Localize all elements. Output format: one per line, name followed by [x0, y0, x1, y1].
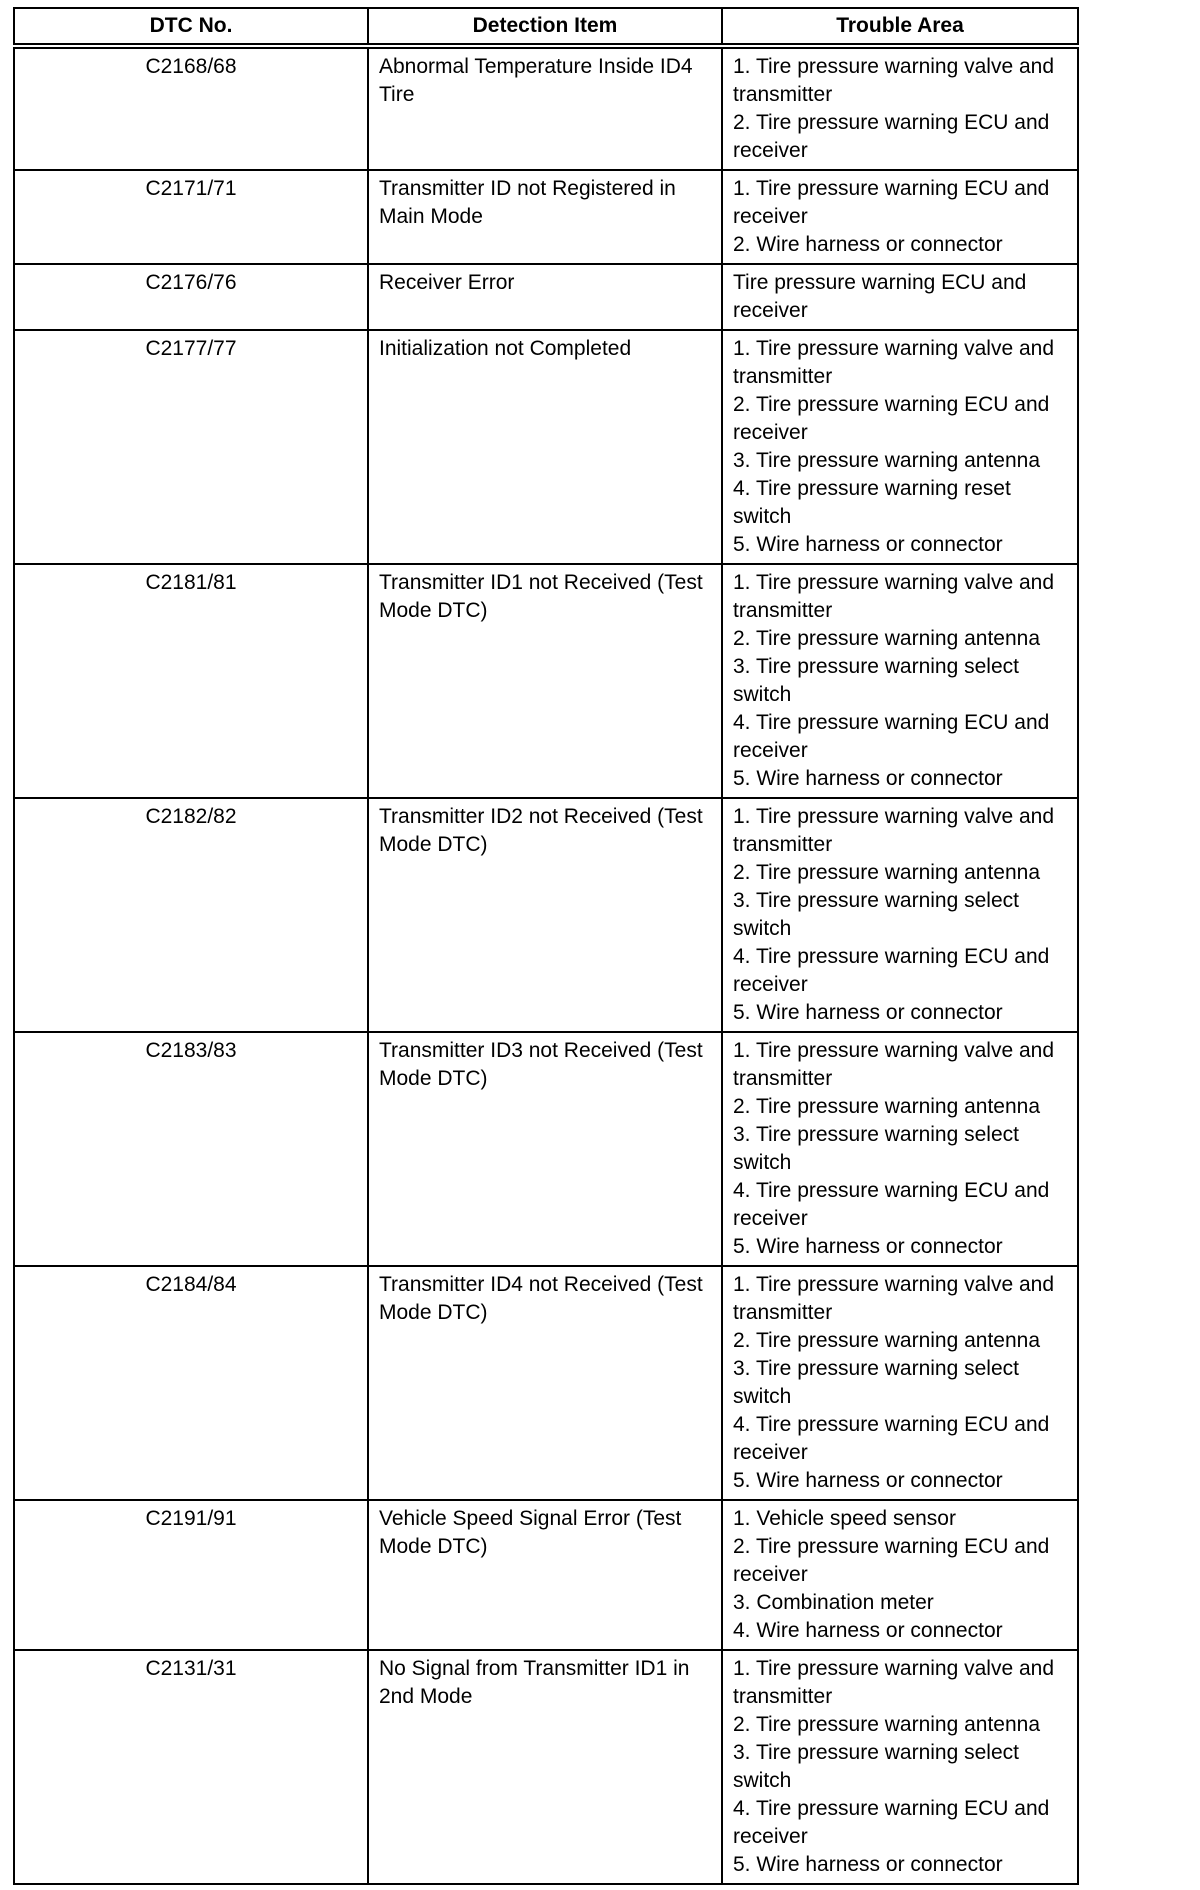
trouble-area-line: 1. Tire pressure warning valve and transmitter — [733, 1657, 1054, 1708]
trouble-area-line: 1. Tire pressure warning valve and transmitter — [733, 1273, 1054, 1324]
trouble-area-line: 4. Tire pressure warning ECU and receiver — [733, 1797, 1050, 1848]
trouble-area-line: 5. Wire harness or connector — [733, 1235, 1003, 1258]
table-row — [14, 1266, 1078, 1500]
trouble-area-line: 2. Wire harness or connector — [733, 233, 1003, 256]
trouble-area-cell — [722, 1500, 1078, 1650]
trouble-area-cell — [722, 1032, 1078, 1266]
dtc-code-cell: C2171/71 — [14, 170, 368, 264]
detection-item-cell: Transmitter ID1 not Received (Test Mode DTC) — [368, 564, 722, 798]
dtc-code-cell: C2181/81 — [14, 564, 368, 798]
trouble-area-line: 2. Tire pressure warning antenna — [733, 1329, 1041, 1352]
table-header — [14, 8, 1078, 46]
trouble-area-cell — [722, 170, 1078, 264]
table-body — [14, 46, 1078, 1884]
detection-item-cell: Transmitter ID2 not Received (Test Mode DTC) — [368, 798, 722, 1032]
dtc-code-cell: C2183/83 — [14, 1032, 368, 1266]
table-row — [14, 1650, 1078, 1884]
header-row — [14, 8, 1078, 46]
trouble-area-line: 3. Tire pressure warning select switch — [733, 1741, 1019, 1792]
trouble-area-line: 4. Tire pressure warning ECU and receiver — [733, 945, 1050, 996]
trouble-area-cell — [722, 264, 1078, 330]
trouble-area-line: 2. Tire pressure warning ECU and receiver — [733, 1535, 1050, 1586]
trouble-area-cell — [722, 330, 1078, 564]
trouble-area-line: Tire pressure warning ECU and receiver — [733, 271, 1027, 322]
detection-item-cell: No Signal from Transmitter ID1 in 2nd Mode — [368, 1650, 722, 1884]
dtc-table — [13, 7, 1079, 1885]
trouble-area-line: 4. Tire pressure warning ECU and receiver — [733, 1179, 1050, 1230]
trouble-area-line: 5. Wire harness or connector — [733, 1001, 1003, 1024]
table-row — [14, 170, 1078, 264]
dtc-code-cell: C2177/77 — [14, 330, 368, 564]
table-row — [14, 1500, 1078, 1650]
header-trouble-area: Trouble Area — [722, 8, 1078, 46]
dtc-code-cell: C2168/68 — [14, 46, 368, 170]
trouble-area-line: 2. Tire pressure warning ECU and receiver — [733, 111, 1050, 162]
dtc-code-cell: C2182/82 — [14, 798, 368, 1032]
trouble-area-line: 3. Tire pressure warning select switch — [733, 1123, 1019, 1174]
table-row — [14, 330, 1078, 564]
trouble-area-line: 1. Tire pressure warning valve and transmitter — [733, 55, 1054, 106]
trouble-area-line: 5. Wire harness or connector — [733, 767, 1003, 790]
trouble-area-cell — [722, 46, 1078, 170]
trouble-area-line: 3. Tire pressure warning select switch — [733, 1357, 1019, 1408]
trouble-area-line: 4. Tire pressure warning ECU and receiver — [733, 711, 1050, 762]
trouble-area-line: 1. Tire pressure warning ECU and receiver — [733, 177, 1050, 228]
trouble-area-line: 5. Wire harness or connector — [733, 1853, 1003, 1876]
trouble-area-line: 2. Tire pressure warning antenna — [733, 861, 1041, 884]
table-row — [14, 264, 1078, 330]
dtc-code-cell: C2131/31 — [14, 1650, 368, 1884]
detection-item-cell: Initialization not Completed — [368, 330, 722, 564]
trouble-area-line: 3. Tire pressure warning select switch — [733, 889, 1019, 940]
trouble-area-line: 1. Vehicle speed sensor — [733, 1507, 956, 1530]
trouble-area-line: 1. Tire pressure warning valve and transmitter — [733, 337, 1054, 388]
trouble-area-cell — [722, 798, 1078, 1032]
table-row — [14, 1032, 1078, 1266]
header-detection-item: Detection Item — [368, 8, 722, 46]
trouble-area-cell — [722, 1266, 1078, 1500]
trouble-area-line: 2. Tire pressure warning ECU and receiver — [733, 393, 1050, 444]
detection-item-cell: Receiver Error — [368, 264, 722, 330]
detection-item-cell: Transmitter ID4 not Received (Test Mode DTC) — [368, 1266, 722, 1500]
trouble-area-line: 3. Tire pressure warning select switch — [733, 655, 1019, 706]
trouble-area-line: 2. Tire pressure warning antenna — [733, 1713, 1041, 1736]
trouble-area-line: 1. Tire pressure warning valve and transmitter — [733, 1039, 1054, 1090]
dtc-code-cell: C2191/91 — [14, 1500, 368, 1650]
trouble-area-line: 5. Wire harness or connector — [733, 533, 1003, 556]
detection-item-cell: Transmitter ID3 not Received (Test Mode DTC) — [368, 1032, 722, 1266]
trouble-area-line: 4. Wire harness or connector — [733, 1619, 1003, 1642]
header-dtc-no: DTC No. — [14, 8, 368, 46]
trouble-area-line: 1. Tire pressure warning valve and transmitter — [733, 571, 1054, 622]
trouble-area-line: 3. Tire pressure warning antenna — [733, 449, 1041, 472]
table-row — [14, 46, 1078, 170]
dtc-code-cell: C2176/76 — [14, 264, 368, 330]
table-row — [14, 798, 1078, 1032]
trouble-area-line: 4. Tire pressure warning reset switch — [733, 477, 1011, 528]
trouble-area-line: 2. Tire pressure warning antenna — [733, 627, 1041, 650]
trouble-area-line: 2. Tire pressure warning antenna — [733, 1095, 1041, 1118]
trouble-area-line: 1. Tire pressure warning valve and transmitter — [733, 805, 1054, 856]
trouble-area-line: 5. Wire harness or connector — [733, 1469, 1003, 1492]
table-row — [14, 564, 1078, 798]
trouble-area-cell — [722, 564, 1078, 798]
trouble-area-line: 3. Combination meter — [733, 1591, 934, 1614]
detection-item-cell: Vehicle Speed Signal Error (Test Mode DTC) — [368, 1500, 722, 1650]
detection-item-cell: Abnormal Temperature Inside ID4 Tire — [368, 46, 722, 170]
trouble-area-line: 4. Tire pressure warning ECU and receiver — [733, 1413, 1050, 1464]
detection-item-cell: Transmitter ID not Registered in Main Mode — [368, 170, 722, 264]
trouble-area-cell — [722, 1650, 1078, 1884]
dtc-code-cell: C2184/84 — [14, 1266, 368, 1500]
